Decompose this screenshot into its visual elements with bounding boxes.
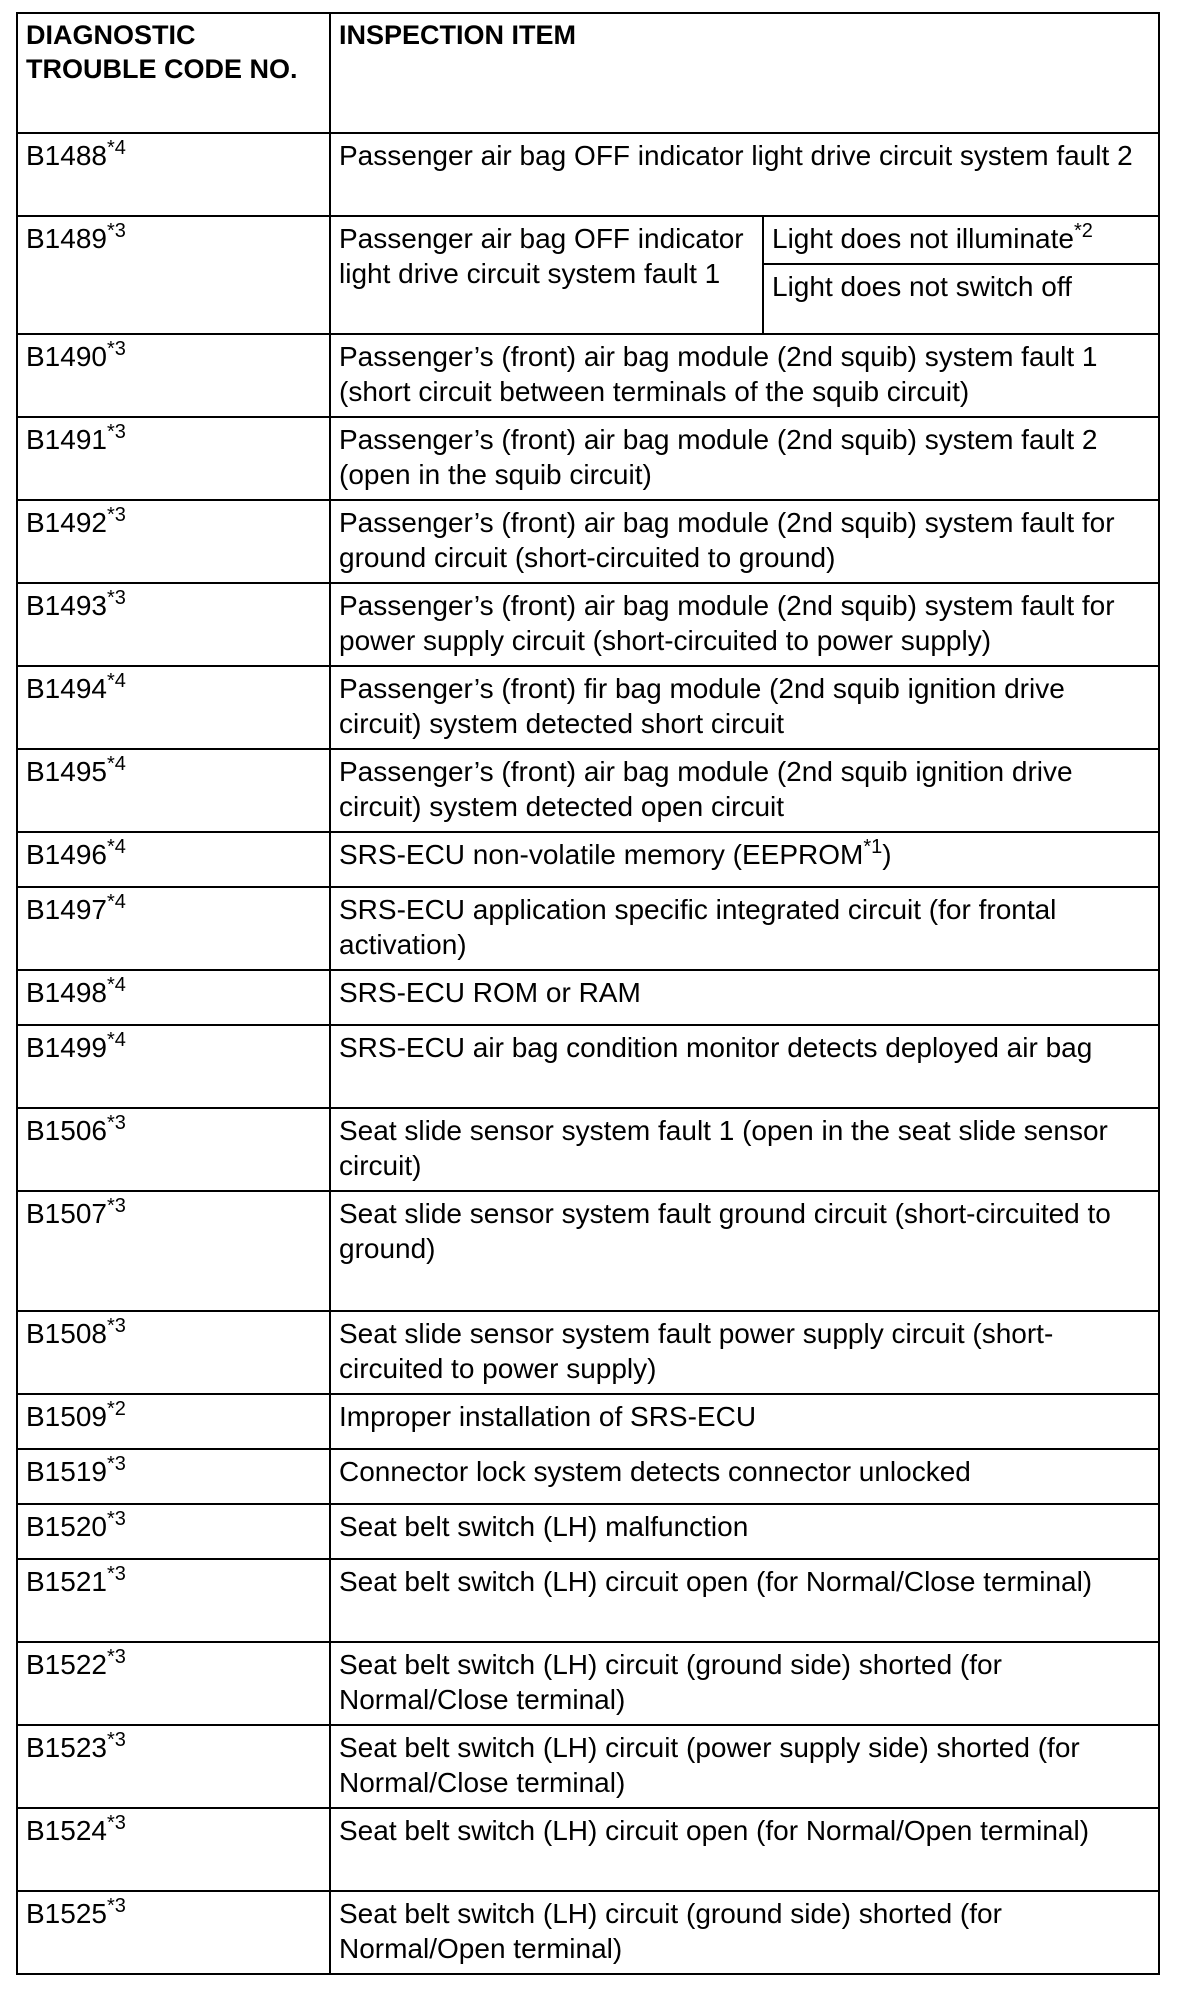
inspection-item: Seat belt switch (LH) malfunction bbox=[330, 1504, 1159, 1559]
table-row bbox=[17, 1725, 1159, 1808]
dtc-code: B1524$^{*3}$ bbox=[17, 1808, 330, 1891]
inspection-item: Seat belt switch (LH) circuit (ground side) shorted (for Normal/Close terminal) bbox=[330, 1642, 1159, 1725]
table-row bbox=[17, 334, 1159, 417]
inspection-item: Connector lock system detects connector unlocked bbox=[330, 1449, 1159, 1504]
dtc-code: B1496$^{*4}$ bbox=[17, 832, 330, 887]
dtc-code: B1521$^{*3}$ bbox=[17, 1559, 330, 1642]
dtc-code: B1506$^{*3}$ bbox=[17, 1108, 330, 1191]
header-code: DIAGNOSTIC TROUBLE CODE NO. bbox=[17, 13, 330, 133]
table-row bbox=[17, 1642, 1159, 1725]
inspection-item: SRS-ECU air bag condition monitor detects deployed air bag bbox=[330, 1025, 1159, 1108]
table-row bbox=[17, 500, 1159, 583]
table-row bbox=[17, 216, 1159, 264]
table-row bbox=[17, 1504, 1159, 1559]
inspection-item: Improper installation of SRS-ECU bbox=[330, 1394, 1159, 1449]
inspection-item: Seat slide sensor system fault 1 (open in the seat slide sensor circuit) bbox=[330, 1108, 1159, 1191]
table-row bbox=[17, 1394, 1159, 1449]
inspection-item: Seat belt switch (LH) circuit (power supply side) shorted (for Normal/Close terminal) bbox=[330, 1725, 1159, 1808]
inspection-item: Seat belt switch (LH) circuit (ground side) shorted (for Normal/Open terminal) bbox=[330, 1891, 1159, 1974]
table-row bbox=[17, 970, 1159, 1025]
dtc-code: B1509$^{*2}$ bbox=[17, 1394, 330, 1449]
inspection-item: Seat belt switch (LH) circuit open (for Normal/Open terminal) bbox=[330, 1808, 1159, 1891]
dtc-code: B1493$^{*3}$ bbox=[17, 583, 330, 666]
dtc-code: B1520$^{*3}$ bbox=[17, 1504, 330, 1559]
inspection-item: Passenger’s (front) fir bag module (2nd squib ignition drive circuit) system detected short circuit bbox=[330, 666, 1159, 749]
table-row bbox=[17, 133, 1159, 216]
dtc-document bbox=[16, 12, 1158, 1984]
dtc-code: B1492$^{*3}$ bbox=[17, 500, 330, 583]
table-row bbox=[17, 749, 1159, 832]
inspection-item: Passenger air bag OFF indicator light drive circuit system fault 1 bbox=[330, 216, 763, 334]
table-row bbox=[17, 1808, 1159, 1891]
dtc-code: B1495$^{*4}$ bbox=[17, 749, 330, 832]
table-row bbox=[17, 1559, 1159, 1642]
inspection-subitem: Light does not switch off bbox=[763, 264, 1159, 334]
inspection-item: Passenger air bag OFF indicator light drive circuit system fault 2 bbox=[330, 133, 1159, 216]
dtc-code: B1498$^{*4}$ bbox=[17, 970, 330, 1025]
table-row bbox=[17, 1891, 1159, 1974]
table-row bbox=[17, 1191, 1159, 1311]
inspection-item: Seat belt switch (LH) circuit open (for Normal/Close terminal) bbox=[330, 1559, 1159, 1642]
dtc-code: B1519$^{*3}$ bbox=[17, 1449, 330, 1504]
table-row bbox=[17, 887, 1159, 970]
dtc-code: B1522$^{*3}$ bbox=[17, 1642, 330, 1725]
inspection-item: Passenger’s (front) air bag module (2nd squib ignition drive circuit) system detected open circuit bbox=[330, 749, 1159, 832]
dtc-code: B1491$^{*3}$ bbox=[17, 417, 330, 500]
table-row bbox=[17, 1025, 1159, 1108]
table-row bbox=[17, 417, 1159, 500]
inspection-item: SRS-ECU application specific integrated circuit (for frontal activation) bbox=[330, 887, 1159, 970]
inspection-subitem: Light does not illuminate$^{*2}$ bbox=[763, 216, 1159, 264]
dtc-code: B1499$^{*4}$ bbox=[17, 1025, 330, 1108]
dtc-code: B1507$^{*3}$ bbox=[17, 1191, 330, 1311]
dtc-code: B1497$^{*4}$ bbox=[17, 887, 330, 970]
dtc-code: B1508$^{*3}$ bbox=[17, 1311, 330, 1394]
dtc-code: B1523$^{*3}$ bbox=[17, 1725, 330, 1808]
dtc-code: B1488$^{*4}$ bbox=[17, 133, 330, 216]
dtc-code: B1490$^{*3}$ bbox=[17, 334, 330, 417]
table-row bbox=[17, 1311, 1159, 1394]
dtc-code: B1525$^{*3}$ bbox=[17, 1891, 330, 1974]
table-row bbox=[17, 583, 1159, 666]
inspection-item: SRS-ECU ROM or RAM bbox=[330, 970, 1159, 1025]
inspection-item: SRS-ECU non-volatile memory (EEPROM$^{*1}$) bbox=[330, 832, 1159, 887]
inspection-item: Seat slide sensor system fault power supply circuit (short-circuited to power supply) bbox=[330, 1311, 1159, 1394]
dtc-code: B1489$^{*3}$ bbox=[17, 216, 330, 334]
table-row bbox=[17, 666, 1159, 749]
inspection-item: Passenger’s (front) air bag module (2nd squib) system fault for ground circuit (short-circuited to ground) bbox=[330, 500, 1159, 583]
table-row bbox=[17, 1108, 1159, 1191]
dtc-code: B1494$^{*4}$ bbox=[17, 666, 330, 749]
inspection-item: Passenger’s (front) air bag module (2nd squib) system fault for power supply circuit (short-circuited to power supply) bbox=[330, 583, 1159, 666]
inspection-item: Seat slide sensor system fault ground circuit (short-circuited to ground) bbox=[330, 1191, 1159, 1311]
table-header-row bbox=[17, 13, 1159, 133]
table-row bbox=[17, 832, 1159, 887]
inspection-item: Passenger’s (front) air bag module (2nd squib) system fault 1 (short circuit between terminals of the squib circuit) bbox=[330, 334, 1159, 417]
header-item: INSPECTION ITEM bbox=[330, 13, 1159, 133]
inspection-item: Passenger’s (front) air bag module (2nd squib) system fault 2 (open in the squib circuit) bbox=[330, 417, 1159, 500]
table-row bbox=[17, 1449, 1159, 1504]
dtc-table bbox=[16, 12, 1160, 1975]
